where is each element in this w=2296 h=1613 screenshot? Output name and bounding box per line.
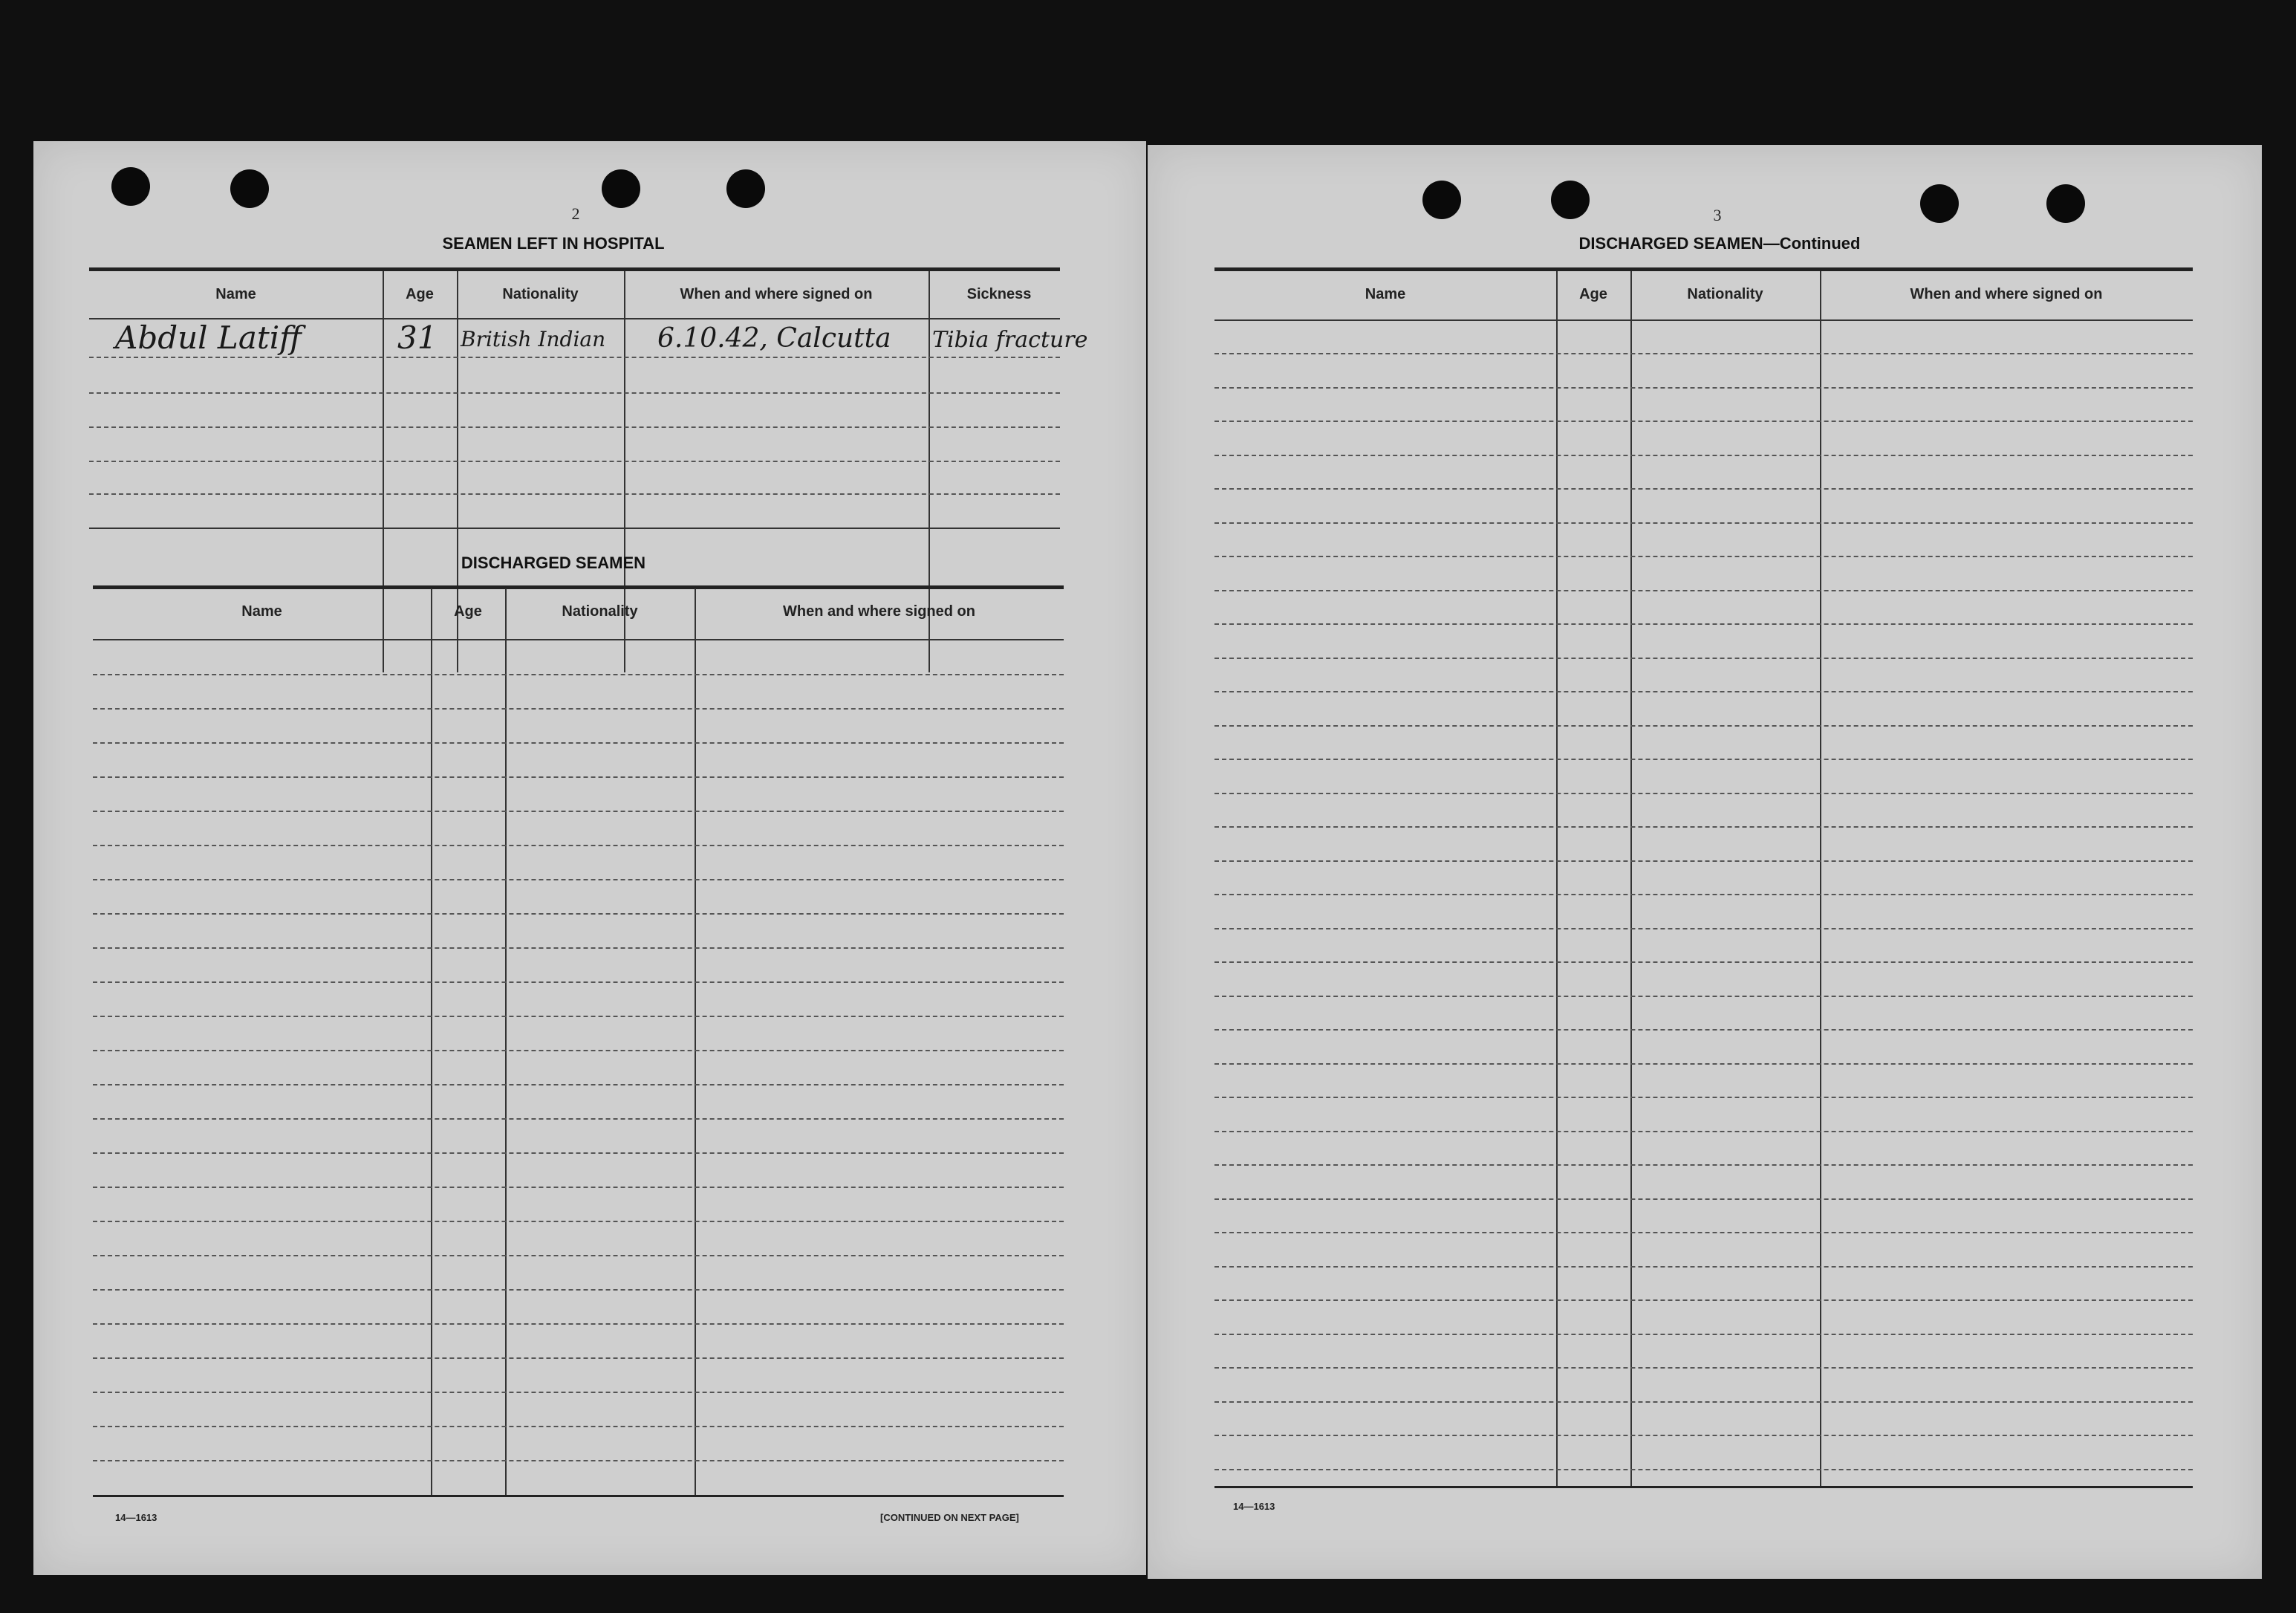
col-head-age: Age — [1579, 286, 1607, 302]
col-head-name: Name — [241, 603, 282, 620]
row-line — [1214, 421, 2193, 422]
col-head-nationality: Nationality — [1687, 286, 1763, 302]
row-line — [1214, 1435, 2193, 1436]
header-rule — [93, 639, 1064, 640]
row-line — [93, 845, 1064, 846]
row-line — [93, 811, 1064, 812]
row-line — [93, 1050, 1064, 1051]
punch-hole — [2046, 184, 2085, 223]
col-head-sickness: Sickness — [966, 286, 1032, 302]
entry-signed-on: 6.10.42, Calcutta — [657, 323, 891, 354]
row-line — [89, 426, 1060, 428]
row-line — [93, 1289, 1064, 1291]
row-line — [93, 776, 1064, 778]
row-line — [1214, 353, 2193, 354]
right-page — [1148, 145, 2262, 1579]
section-rule — [1214, 267, 2193, 271]
row-line — [1214, 1367, 2193, 1369]
page-number: 3 — [1713, 206, 1722, 224]
page-number: 2 — [571, 204, 580, 223]
punch-hole — [111, 167, 150, 206]
section-rule — [89, 267, 1060, 271]
row-line — [1214, 1029, 2193, 1031]
row-line — [1214, 556, 2193, 557]
row-line — [1214, 1469, 2193, 1470]
row-line — [89, 493, 1060, 495]
col-head-signed-on: When and where signed on — [1910, 286, 2103, 302]
row-line — [1214, 455, 2193, 456]
row-line — [93, 1255, 1064, 1256]
punch-hole — [230, 169, 269, 208]
hospital-section-title: SEAMEN LEFT IN HOSPITAL — [442, 234, 665, 253]
discharged-section-title: DISCHARGED SEAMEN — [461, 554, 646, 572]
col-head-age: Age — [406, 286, 434, 302]
row-line — [93, 913, 1064, 915]
punch-hole — [602, 169, 640, 208]
row-line — [89, 392, 1060, 394]
row-line — [1214, 658, 2193, 659]
row-line — [1214, 1299, 2193, 1301]
row-line — [93, 1016, 1064, 1017]
punch-hole — [1551, 181, 1590, 219]
row-line — [93, 947, 1064, 949]
row-line — [93, 674, 1064, 675]
column-divider — [1630, 271, 1632, 1486]
row-line — [1214, 725, 2193, 727]
row-line — [1214, 860, 2193, 862]
row-line — [93, 1323, 1064, 1325]
col-head-nationality: Nationality — [562, 603, 638, 620]
row-line — [93, 1084, 1064, 1085]
page-title-suffix: —Continued — [1763, 234, 1861, 253]
row-line — [93, 742, 1064, 744]
entry-nationality: British Indian — [461, 327, 606, 351]
column-divider — [505, 588, 507, 1495]
col-head-signed-on: When and where signed on — [783, 603, 975, 620]
header-rule — [1214, 319, 2193, 321]
row-line — [1214, 623, 2193, 625]
row-line — [93, 1392, 1064, 1393]
punch-hole — [726, 169, 765, 208]
row-line — [1214, 1266, 2193, 1268]
row-line — [93, 1187, 1064, 1188]
section-rule — [93, 585, 1064, 589]
page-title — [1534, 234, 1905, 253]
col-head-name: Name — [1365, 286, 1406, 302]
row-line — [1214, 590, 2193, 591]
col-head-age: Age — [454, 603, 482, 620]
row-line — [93, 1426, 1064, 1427]
row-line — [93, 879, 1064, 880]
row-line — [1214, 826, 2193, 828]
punch-hole — [1422, 181, 1461, 219]
row-line — [93, 1221, 1064, 1222]
page-title-main: DISCHARGED SEAMEN — [1578, 234, 1763, 253]
row-line — [1214, 1401, 2193, 1403]
row-line — [93, 981, 1064, 983]
row-line — [1214, 1198, 2193, 1200]
col-head-signed-on: When and where signed on — [680, 286, 873, 302]
entry-name: Abdul Latiff — [115, 319, 302, 356]
row-line — [93, 708, 1064, 710]
row-line — [89, 357, 1060, 358]
row-line — [1214, 522, 2193, 524]
row-line — [1214, 793, 2193, 794]
row-line — [89, 461, 1060, 462]
row-line — [1214, 387, 2193, 389]
left-page — [33, 141, 1146, 1575]
column-divider — [1820, 271, 1821, 1486]
row-line — [93, 1460, 1064, 1461]
row-line — [1214, 1131, 2193, 1132]
form-number: 14—1613 — [115, 1512, 157, 1523]
row-line — [1214, 1097, 2193, 1098]
col-head-nationality: Nationality — [502, 286, 579, 302]
continued-note: [CONTINUED ON NEXT PAGE] — [880, 1512, 1019, 1523]
row-line — [1214, 996, 2193, 997]
row-line — [1214, 759, 2193, 760]
column-divider — [431, 588, 432, 1495]
row-line — [1214, 691, 2193, 692]
row-line — [1214, 1334, 2193, 1335]
table-bottom-rule — [1214, 1486, 2193, 1488]
section-bottom-rule — [89, 528, 1060, 529]
row-line — [1214, 488, 2193, 490]
table-bottom-rule — [93, 1495, 1064, 1497]
column-divider — [695, 588, 696, 1495]
row-line — [1214, 1063, 2193, 1065]
row-line — [1214, 1232, 2193, 1233]
row-line — [93, 1152, 1064, 1154]
form-number: 14—1613 — [1233, 1501, 1275, 1512]
row-line — [93, 1357, 1064, 1359]
entry-age: 31 — [397, 319, 438, 356]
entry-sickness: Tibia fracture — [932, 327, 1088, 353]
row-line — [1214, 928, 2193, 929]
punch-hole — [1920, 184, 1959, 223]
row-line — [1214, 894, 2193, 895]
row-line — [1214, 1164, 2193, 1166]
row-line — [1214, 961, 2193, 963]
column-divider — [1556, 271, 1558, 1486]
col-head-name: Name — [215, 286, 256, 302]
row-line — [93, 1118, 1064, 1120]
